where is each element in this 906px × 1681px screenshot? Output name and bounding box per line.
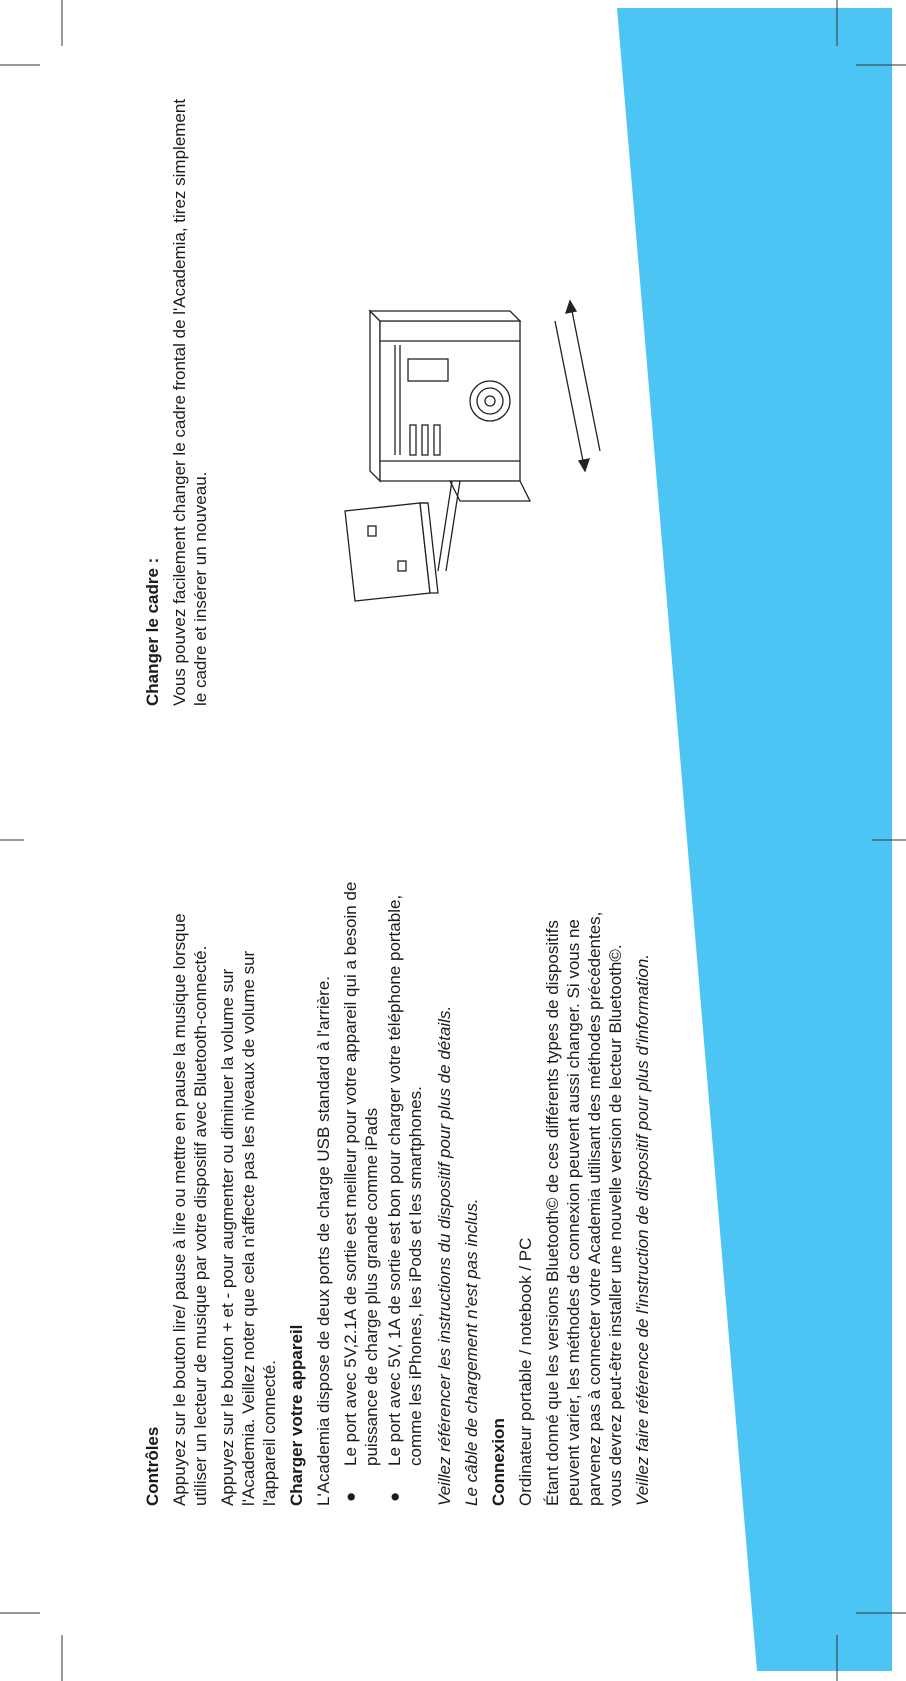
controls-heading: Contrôles xyxy=(143,1426,162,1506)
charge-note-2: Le câble de chargement n'est pas inclus. xyxy=(462,1198,481,1506)
left-column xyxy=(140,881,659,1506)
controls-paragraph-1: Appuyez sur le bouton lire/ pause à lire ou mettre en pause la musique lorsque utiliser un lecteur de musique par votre dispositif avec Bluetooth-connecté. xyxy=(170,913,210,1506)
bullet-text: Le port avec 5V,2.1A de sortie est meilleur pour votre appareil qui a besoin de puissance de charge plus grande comme iPads xyxy=(341,881,381,1466)
frame-body: Vous pouvez facilement changer le cadre frontal de l'Academia, tirez simplement le cadre et insérer un nouveau. xyxy=(170,98,210,706)
frame-panel xyxy=(345,503,438,601)
charge-intro: L'Academia dispose de deux ports de charge USB standard à l'arrière. xyxy=(314,975,333,1506)
right-column xyxy=(140,86,217,706)
connection-heading: Connexion xyxy=(489,1418,508,1506)
frame-heading: Changer le cadre : xyxy=(143,557,162,706)
list-item xyxy=(384,881,426,1506)
charge-note-1: Veillez référencer les instructions du dispositif pour plus de détails. xyxy=(435,1005,454,1506)
connection-note: Veillez faire référence de l'instruction de dispositif pour plus d'information. xyxy=(633,953,652,1506)
bullet-text: Le port avec 5V, 1A de sortie est bon pour charger votre téléphone portable, comme les iPhones, les iPods et les smartphones. xyxy=(385,894,425,1466)
controls-paragraph-2: Appuyez sur le bouton + et - pour augmenter ou diminuer la volume sur l'Academia. Veillez noter que cela n'affecte pas les niveaux de volume sur l'appareil connecté. xyxy=(218,950,279,1506)
speaker-frame-icon xyxy=(340,211,670,631)
list-item xyxy=(340,881,382,1506)
charge-heading: Charger votre appareil xyxy=(287,1324,306,1506)
connection-body: Étant donné que les versions Bluetooth© de ces différents types de dispositifs peuvent varier, les méthodes de connexion peuvent aussi changer. Si vous ne parvenez pas à connecter votre Academia utilisant des méthodes précédentes, vous devrez peut-être installer une nouvelle version de lecteur Bluetooth©. xyxy=(543,911,625,1506)
bullet-icon: ● xyxy=(341,1491,360,1502)
charge-bullet-list xyxy=(340,881,426,1506)
bullet-icon: ● xyxy=(385,1491,404,1502)
double-arrow-icon xyxy=(555,301,600,471)
connection-line: Ordinateur portable / notebook / PC xyxy=(516,1237,535,1506)
